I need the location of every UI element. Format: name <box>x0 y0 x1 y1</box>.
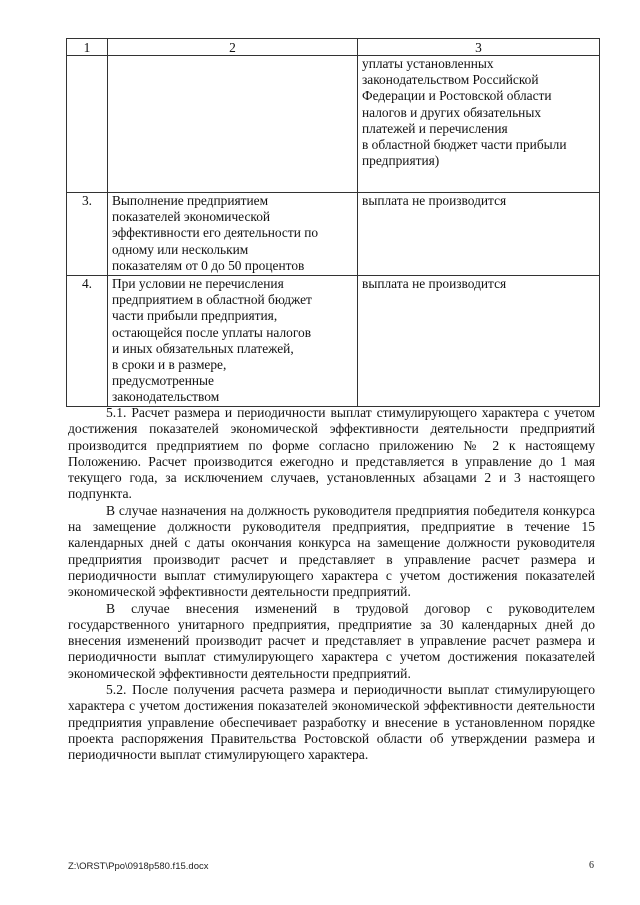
row-number: 4. <box>67 276 108 407</box>
payments-table <box>66 38 600 407</box>
paragraph-5-1: 5.1. Расчет размера и периодичности выплат стимулирующего характера с учетом достижения показателей экономической эффективности деятельности предприятий производится предприятием по форме согласно приложению № 2 к настоящему Положению. Расчет производится ежегодно и представляется в управление до 1 мая текущего года, за исключением случаев, установленных абзацами 2 и 3 настоящего подпункта. <box>68 405 595 502</box>
table-header-row <box>67 39 600 56</box>
row-condition <box>108 56 358 193</box>
paragraph-appointment: В случае назначения на должность руководителя предприятия победителя конкурса на замещение должности руководителя предприятия, предприятие в течение 15 календарных дней с даты окончания конкурса на замещение должности руководителя предприятия производит расчет и представляет в управление расчет размера и периодичности выплат стимулирующего характера с учетом достижения показателей экономической эффективности деятельности предприятий. <box>68 502 595 600</box>
row-result: выплата не производится <box>358 276 600 407</box>
paragraph-5-2: 5.2. После получения расчета размера и периодичности выплат стимулирующего характера с учетом достижения показателей экономической эффективности деятельности предприятия управление обеспечивает разработку и внесение в установленном порядке проекта распоряжения Правительства Ростовской области об утверждении размера и периодичности выплат стимулирующего характера. <box>68 682 595 763</box>
row-number: 3. <box>67 193 108 276</box>
page-number: 6 <box>589 860 594 871</box>
column-number-1: 1 <box>67 39 108 56</box>
footer-file-path: Z:\ORST\Ppo\0918p580.f15.docx <box>68 861 209 872</box>
row-result: уплаты установленных законодательством Российской Федерации и Ростовской области налогов и других обязательных платежей и перечисления в областной бюджет части прибыли предприятия) <box>358 56 600 193</box>
row-condition: Выполнение предприятием показателей экономической эффективности его деятельности по одному или нескольким показателям от 0 до 50 процентов <box>108 193 358 276</box>
table-row <box>67 276 600 407</box>
row-number <box>67 56 108 193</box>
row-condition: При условии не перечисления предприятием в областной бюджет части прибыли предприятия, остающейся после уплаты налогов и иных обязательных платежей, в сроки и в размере, предусмотренные законодательством <box>108 276 358 407</box>
column-number-2: 2 <box>108 39 358 56</box>
paragraph-contract-change: В случае внесения изменений в трудовой договор с руководителем государственного унитарного предприятия, предприятие за 30 календарных дней до внесения изменений производит расчет и представляет в управление расчет размера и периодичности выплат стимулирующего характера с учетом достижения показателей экономической эффективности деятельности предприятий. <box>68 600 595 681</box>
body-text <box>68 405 595 764</box>
row-result: выплата не производится <box>358 193 600 276</box>
column-number-3: 3 <box>358 39 600 56</box>
table-row <box>67 56 600 193</box>
table-row <box>67 193 600 276</box>
